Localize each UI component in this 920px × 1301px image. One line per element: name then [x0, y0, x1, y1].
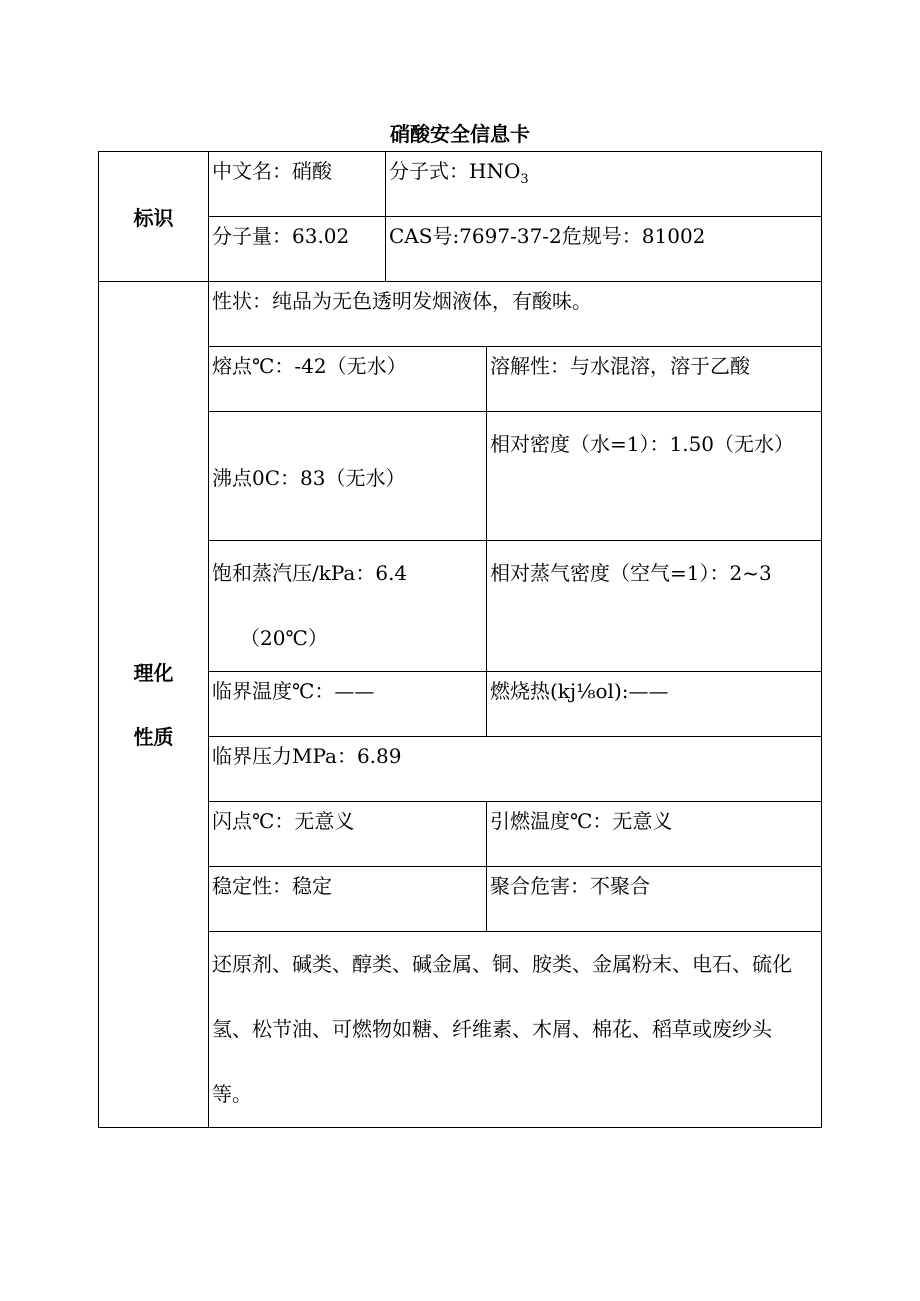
cas-hazard-number: CAS号:7697-37-2危规号：81002: [389, 224, 706, 248]
section-identification: [99, 152, 209, 282]
solubility: 溶解性：与水混溶，溶于乙酸: [490, 354, 750, 378]
section-label-properties-1: 理化: [133, 660, 174, 685]
stability: 稳定性：稳定: [212, 874, 332, 898]
melting-point-cell: [209, 347, 487, 412]
section-label-identification: 标识: [133, 206, 174, 230]
vapor-pressure-cell: [209, 541, 487, 672]
vapor-density: 相对蒸气密度（空气=1）：2~3: [490, 561, 772, 585]
incompatibles-cell: [209, 932, 822, 1128]
melting-point: 熔点℃：-42（无水）: [212, 354, 407, 378]
critical-pressure: 临界压力MPa：6.89: [212, 744, 402, 768]
section-properties: [99, 282, 209, 1128]
vapor-pressure-line1: 饱和蒸汽压/kPa：6.4: [212, 561, 408, 585]
stability-cell: [209, 867, 487, 932]
ignition-temperature: 引燃温度℃：无意义: [490, 809, 673, 833]
cas-cell: [386, 217, 822, 282]
polymerization-cell: [487, 867, 822, 932]
polymerization-hazard: 聚合危害：不聚合: [490, 874, 650, 898]
vapor-pressure: [209, 541, 486, 671]
formula-text: 分子式：HNO: [389, 159, 521, 183]
molecular-formula: [386, 152, 821, 195]
vapor-density-cell: [487, 541, 822, 672]
ignition-temp-cell: [487, 802, 822, 867]
formula-cell: [386, 152, 822, 217]
relative-density-cell: [487, 412, 822, 541]
safety-info-table: [98, 151, 822, 1128]
molecular-weight-cell: [209, 217, 386, 282]
page-title: 硝酸安全信息卡: [390, 122, 530, 146]
appearance: 性状：纯品为无色透明发烟液体，有酸味。: [212, 289, 592, 313]
incompatible-materials: 还原剂、碱类、醇类、碱金属、铜、胺类、金属粉末、电石、硫化氢、松节油、可燃物如糖、纤维素、木屑、棉花、稻草或废纱头等。: [212, 952, 792, 1106]
section-label-properties-2: 性质: [133, 724, 174, 749]
boiling-point-cell: [209, 412, 487, 541]
combustion-heat-cell: [487, 672, 822, 737]
flash-point: 闪点℃：无意义: [212, 809, 355, 833]
critical-temperature: 临界温度℃：——: [212, 679, 375, 703]
flash-point-cell: [209, 802, 487, 867]
vapor-pressure-line2: （20℃）: [240, 626, 328, 650]
chinese-name-cell: [209, 152, 386, 217]
critical-temp-cell: [209, 672, 487, 737]
boiling-point: 沸点0C：83（无水）: [212, 466, 406, 490]
solubility-cell: [487, 347, 822, 412]
critical-pressure-cell: [209, 737, 822, 802]
appearance-cell: [209, 282, 822, 347]
formula-subscript: 3: [520, 172, 529, 187]
combustion-heat: 燃烧热(kj⅛ol):——: [490, 679, 669, 703]
relative-density: 相对密度（水=1）：1.50（无水）: [490, 432, 795, 456]
chinese-name: 中文名：硝酸: [212, 159, 332, 183]
molecular-weight: 分子量：63.02: [212, 224, 350, 248]
